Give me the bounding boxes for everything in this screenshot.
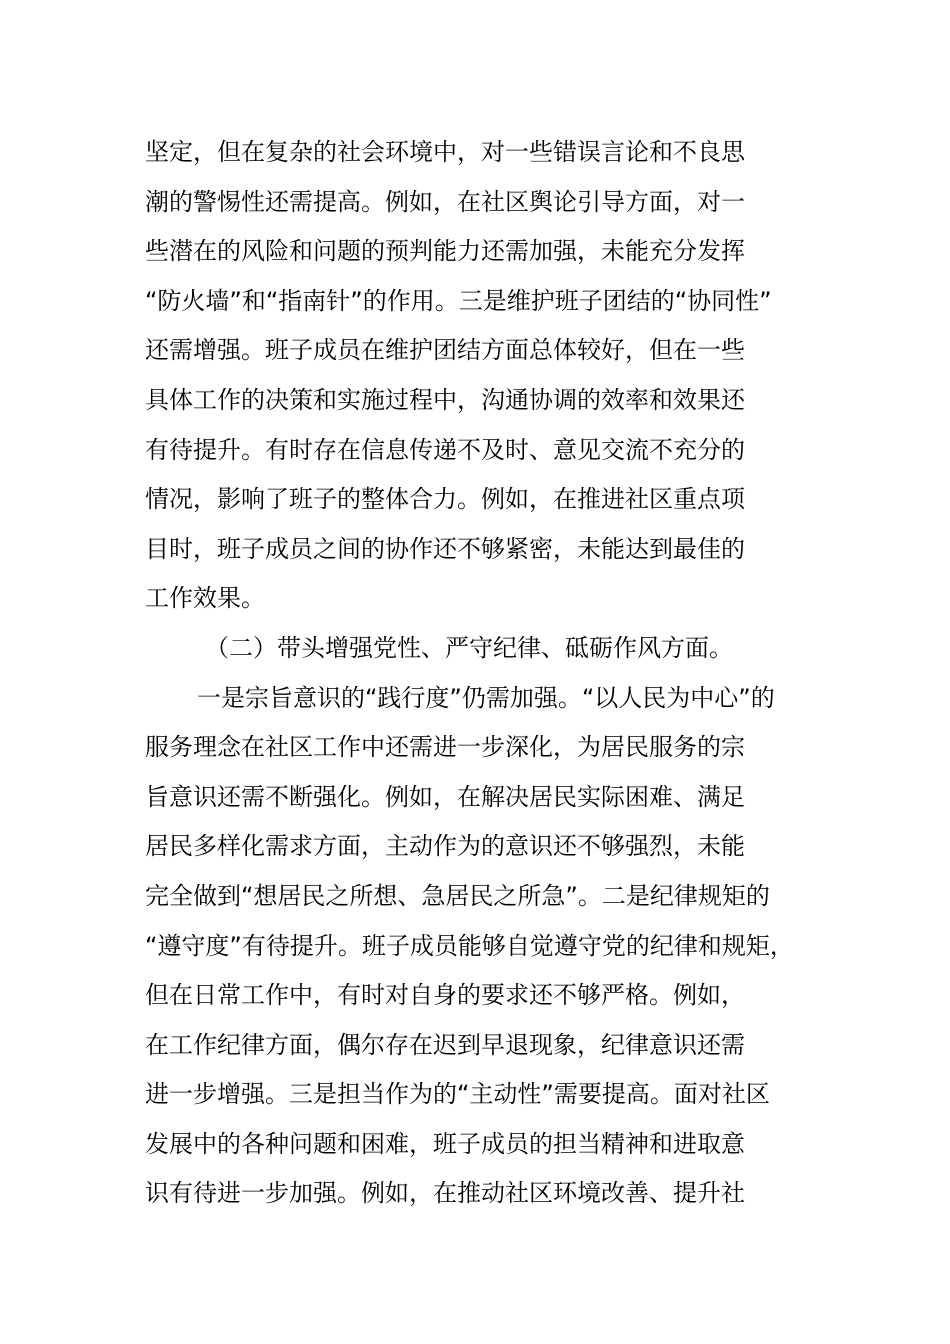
text-line-10: 工作效果。: [145, 584, 265, 613]
text-line-3: 些潜在的风险和问题的预判能力还需加强，未能充分发挥: [145, 237, 745, 266]
text-line-20: 进一步增强。三是担当作为的“主动性”需要提高。面对社区: [145, 1080, 770, 1109]
text-line-5: 还需增强。班子成员在维护团结方面总体较好，但在一些: [145, 336, 745, 365]
text-line-1: 坚定，但在复杂的社会环境中，对一些错误言论和不良思: [145, 138, 745, 166]
text-line-8: 情况，影响了班子的整体合力。例如，在推进社区重点项: [145, 485, 745, 514]
text-line-17: “遵守度”有待提升。班子成员能够自觉遵守党的纪律和规矩，: [145, 931, 794, 960]
text-line-21: 发展中的各种问题和困难，班子成员的担当精神和进取意: [145, 1129, 745, 1158]
text-line-19: 在工作纪律方面，偶尔存在迟到早退现象，纪律意识还需: [145, 1030, 745, 1059]
section-heading: （二）带头增强党性、严守纪律、砥砺作风方面。: [205, 633, 733, 662]
text-line-16: 完全做到“想居民之所想、急居民之所急”。二是纪律规矩的: [145, 881, 770, 910]
text-line-9: 目时，班子成员之间的协作还不够紧密，未能达到最佳的: [145, 534, 745, 563]
text-line-15: 居民多样化需求方面，主动作为的意识还不够强烈，未能: [145, 832, 745, 861]
text-line-2: 潮的警惕性还需提高。例如，在社区舆论引导方面，对一: [145, 187, 745, 216]
text-line-7: 有待提升。有时存在信息传递不及时、意见交流不充分的: [145, 435, 745, 464]
text-line-12: 一是宗旨意识的“践行度”仍需加强。“以人民为中心”的: [197, 683, 775, 712]
document-body: [145, 128, 845, 1219]
text-line-13: 服务理念在社区工作中还需进一步深化，为居民服务的宗: [145, 733, 745, 762]
text-line-14: 旨意识还需不断强化。例如，在解决居民实际困难、满足: [145, 782, 745, 811]
text-line-22: 识有待进一步加强。例如，在推动社区环境改善、提升社: [145, 1179, 745, 1208]
text-line-18: 但在日常工作中，有时对自身的要求还不够严格。例如，: [145, 981, 745, 1010]
text-line-4: “防火墙”和“指南针”的作用。三是维护班子团结的“协同性”: [145, 286, 772, 315]
text-line-6: 具体工作的决策和实施过程中，沟通协调的效率和效果还: [145, 385, 745, 414]
